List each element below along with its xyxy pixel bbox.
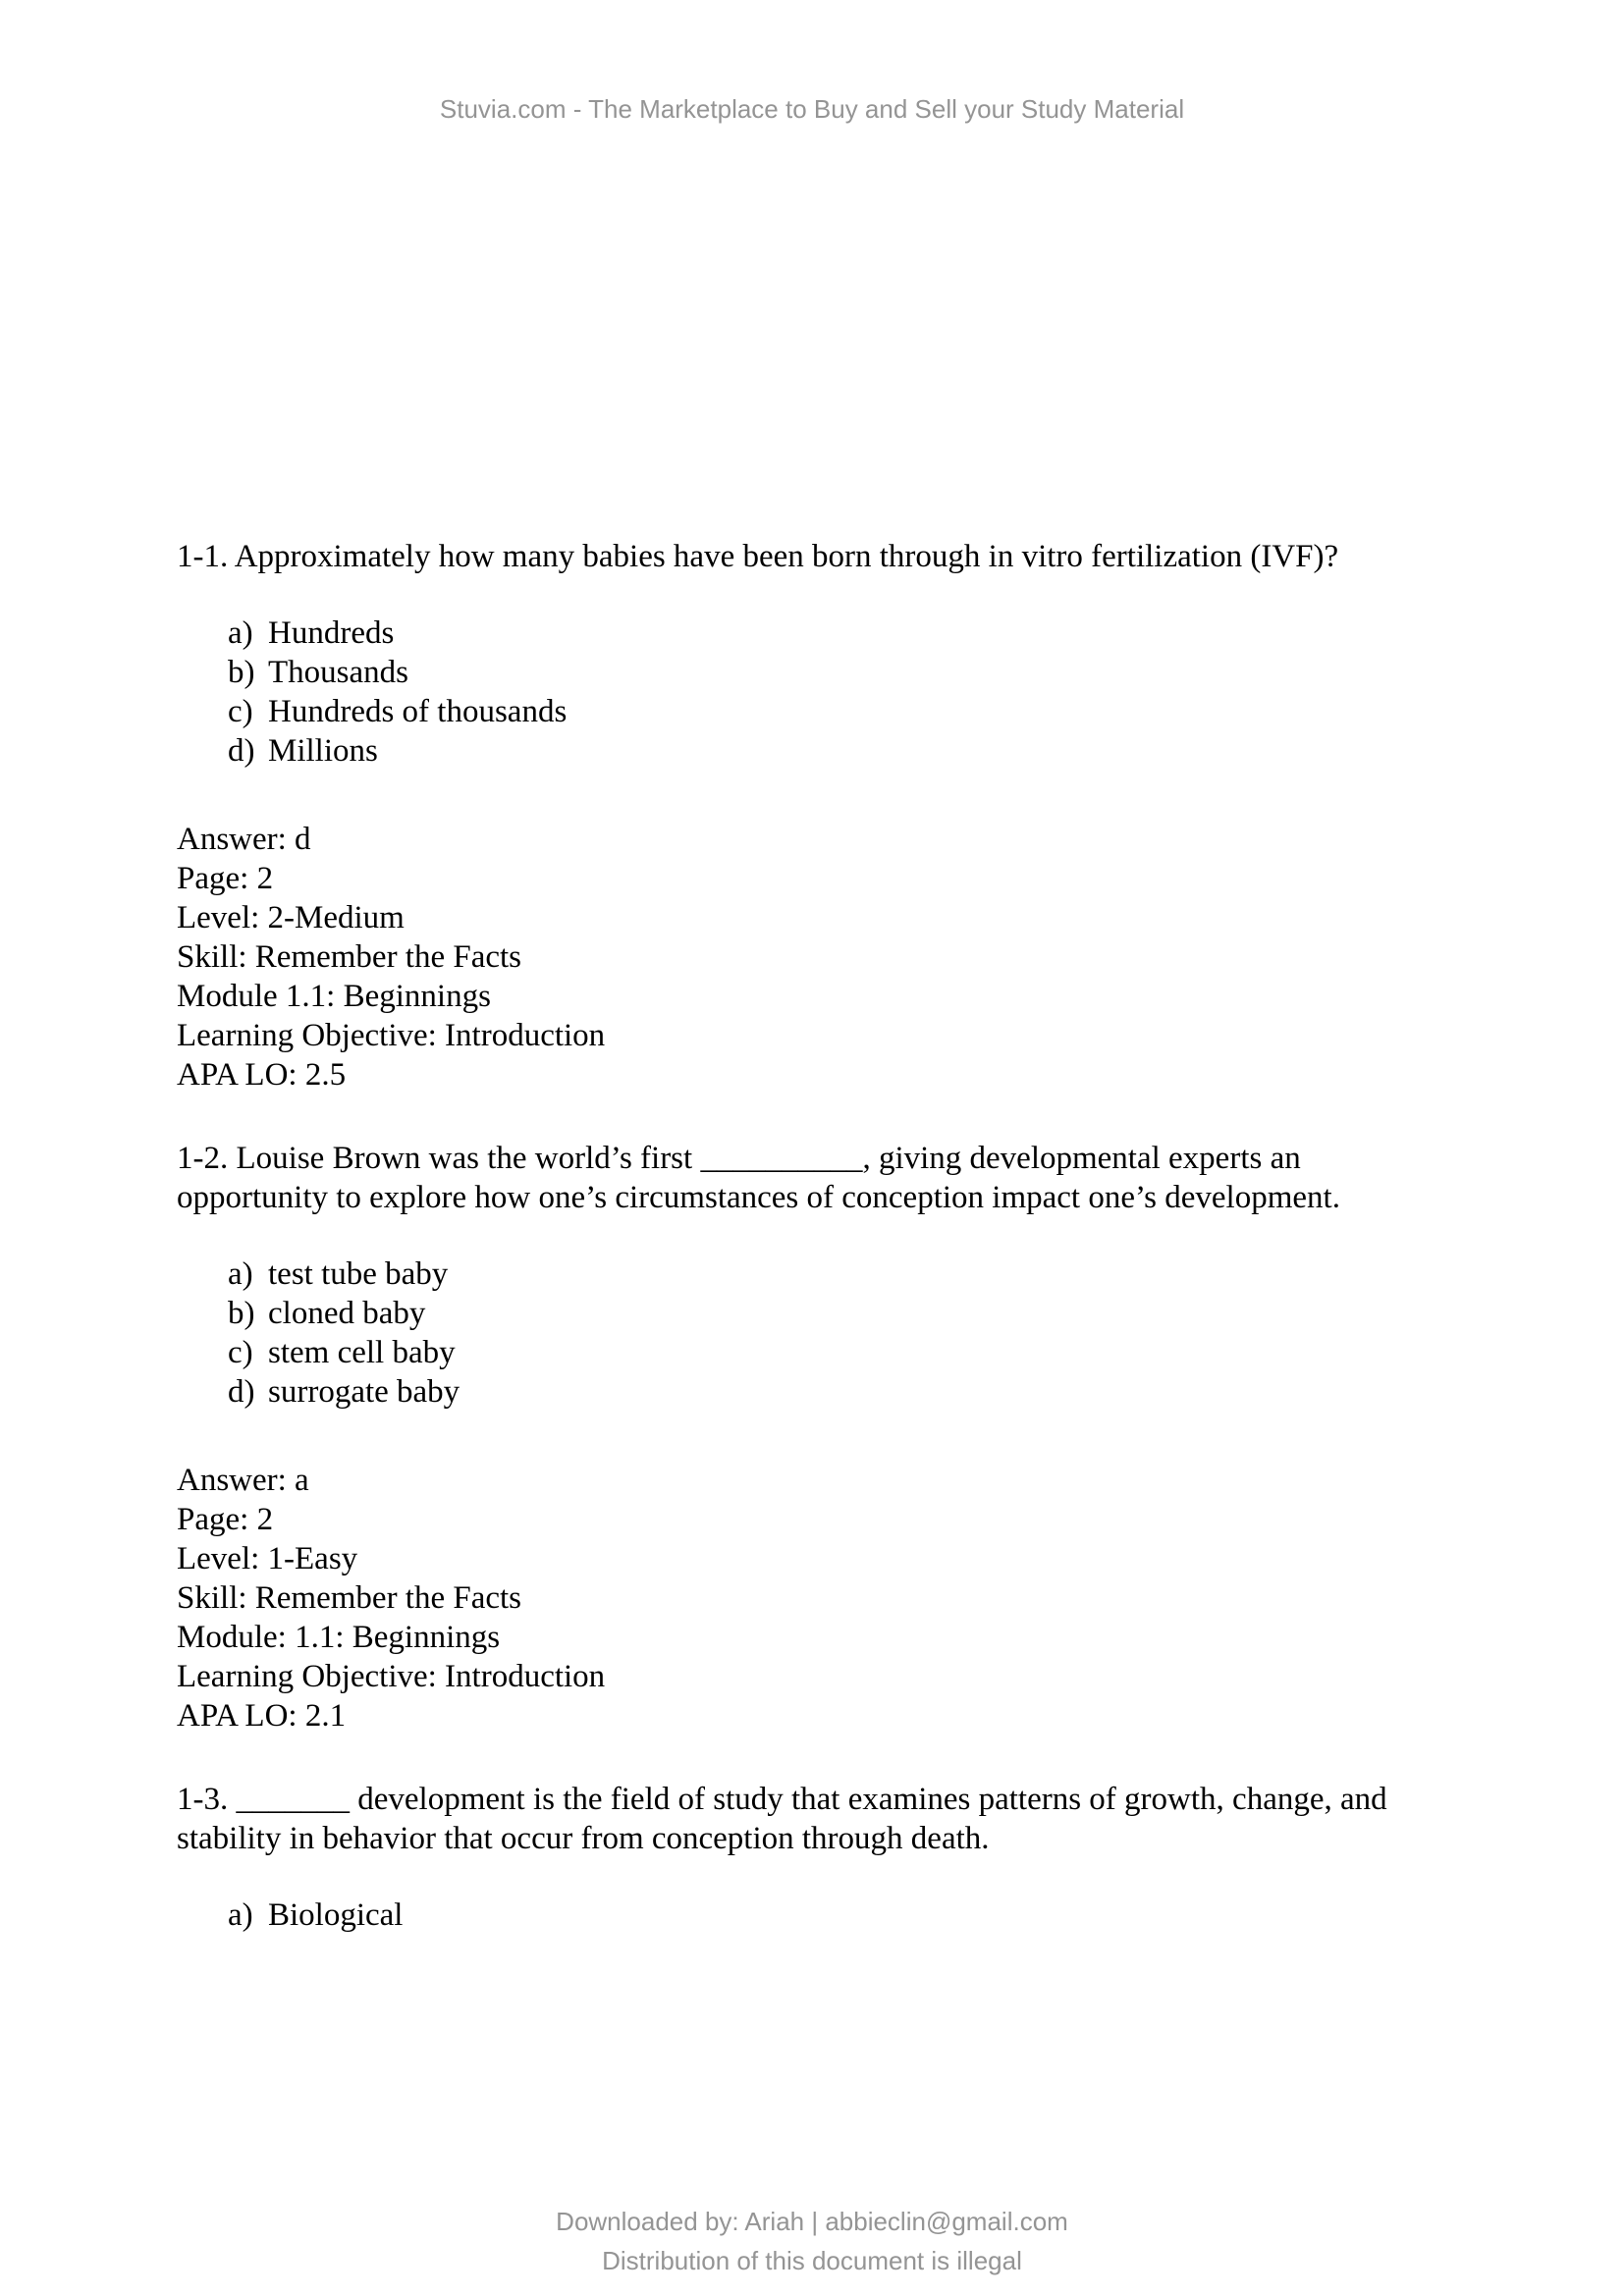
options-list — [177, 1255, 1438, 1412]
question-text — [177, 537, 1438, 576]
question-text — [177, 1139, 1438, 1217]
option-item — [177, 1294, 1438, 1333]
options-list — [177, 1896, 1438, 1935]
meta-line-module: Module 1.1: Beginnings — [177, 979, 491, 1014]
meta-line-module: Module: 1.1: Beginnings — [177, 1620, 501, 1655]
option-letter: b) — [228, 655, 255, 690]
option-letter: b) — [228, 1296, 255, 1331]
question-body: _______ development is the field of study that examines patterns of growth, change, and stability in behavior that occur from conception through death. — [177, 1782, 1387, 1856]
option-item — [177, 1896, 1438, 1935]
option-text: Hundreds — [268, 615, 395, 651]
option-item — [177, 653, 1438, 692]
meta-line-skill: Skill: Remember the Facts — [177, 1580, 522, 1616]
option-text: Biological — [268, 1897, 404, 1933]
watermark-header: Stuvia.com - The Marketplace to Buy and Sell your Study Material — [439, 94, 1185, 124]
option-letter: c) — [228, 694, 253, 729]
question-text — [177, 1780, 1438, 1858]
option-item — [177, 692, 1438, 731]
meta-line-apa: APA LO: 2.5 — [177, 1057, 347, 1093]
meta-line-objective: Learning Objective: Introduction — [177, 1018, 606, 1053]
option-letter: c) — [228, 1335, 253, 1370]
meta-line-page: Page: 2 — [177, 861, 274, 896]
distribution-warning-line: Distribution of this document is illegal — [602, 2246, 1022, 2275]
option-item — [177, 731, 1438, 771]
question-number: 1-3. — [177, 1782, 229, 1817]
option-text: surrogate baby — [268, 1374, 460, 1410]
document-body — [177, 537, 1438, 1984]
meta-line-page: Page: 2 — [177, 1502, 274, 1537]
option-text: stem cell baby — [268, 1335, 456, 1370]
meta-line-objective: Learning Objective: Introduction — [177, 1659, 606, 1694]
option-item — [177, 1255, 1438, 1294]
option-letter: a) — [228, 1897, 253, 1933]
option-text: test tube baby — [268, 1256, 449, 1292]
meta-line-answer: Answer: d — [177, 822, 311, 857]
question-body: Louise Brown was the world’s first __________, giving developmental experts an opportunity to explore how one’s circumstances of conception impact one’s development. — [177, 1141, 1340, 1215]
answer-meta — [177, 820, 1438, 1095]
question-block-1 — [177, 537, 1438, 1095]
question-block-3 — [177, 1780, 1438, 1935]
option-item — [177, 614, 1438, 653]
option-letter: d) — [228, 733, 255, 769]
answer-meta — [177, 1461, 1438, 1735]
question-body: Approximately how many babies have been born through in vitro fertilization (IVF)? — [234, 539, 1339, 574]
meta-line-level: Level: 1-Easy — [177, 1541, 358, 1576]
question-number: 1-1. — [177, 539, 229, 574]
option-item — [177, 1372, 1438, 1412]
options-list — [177, 614, 1438, 771]
question-block-2 — [177, 1139, 1438, 1735]
option-letter: d) — [228, 1374, 255, 1410]
meta-line-answer: Answer: a — [177, 1463, 309, 1498]
option-text: Hundreds of thousands — [268, 694, 568, 729]
option-text: Millions — [268, 733, 378, 769]
option-item — [177, 1333, 1438, 1372]
page-footer — [0, 2202, 1624, 2280]
meta-line-apa: APA LO: 2.1 — [177, 1698, 347, 1734]
option-text: cloned baby — [268, 1296, 426, 1331]
option-letter: a) — [228, 1256, 253, 1292]
downloaded-by-line: Downloaded by: Ariah | abbieclin@gmail.com — [556, 2207, 1068, 2236]
option-letter: a) — [228, 615, 253, 651]
option-text: Thousands — [268, 655, 408, 690]
meta-line-skill: Skill: Remember the Facts — [177, 939, 522, 975]
question-number: 1-2. — [177, 1141, 229, 1176]
meta-line-level: Level: 2-Medium — [177, 900, 405, 935]
